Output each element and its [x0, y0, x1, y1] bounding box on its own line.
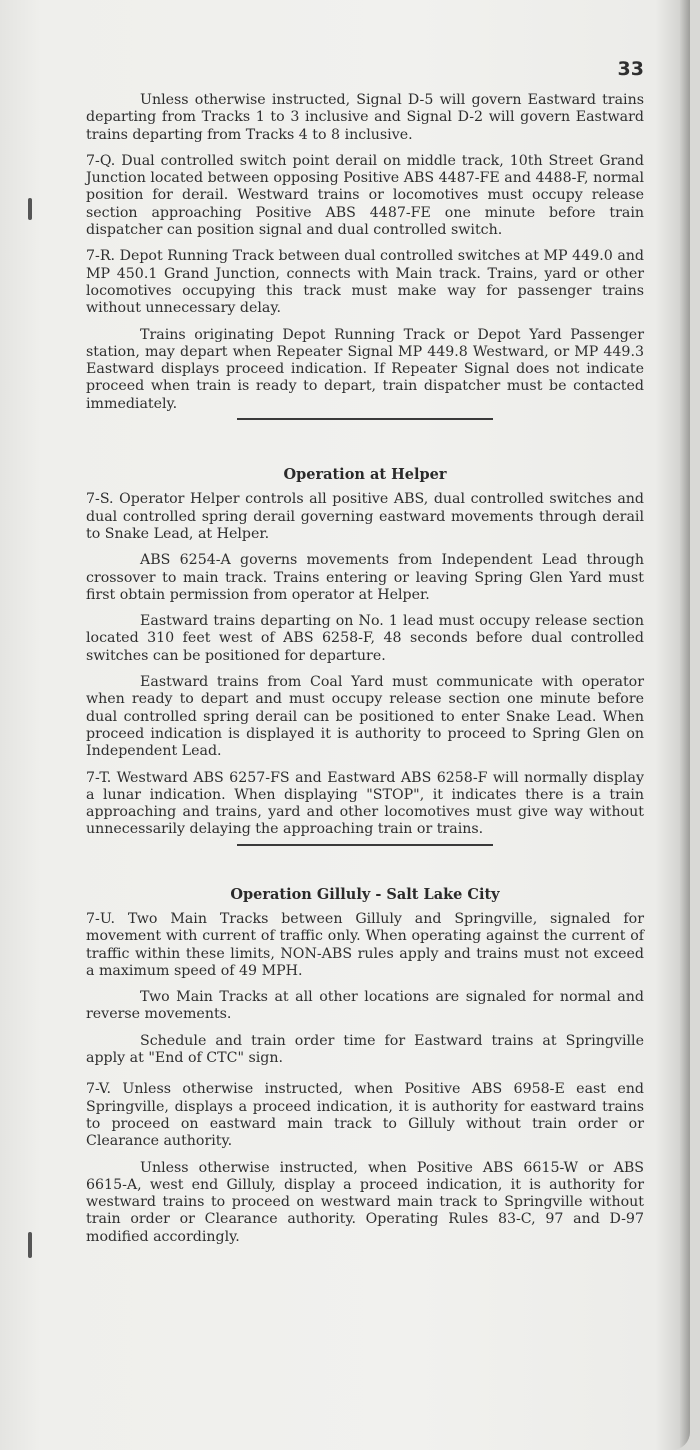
- gilluly-paragraph-2: Schedule and train order time for Eastward trains at Springville apply at "End of CTC" sign.: [86, 1032, 644, 1067]
- page-number: 33: [617, 58, 644, 80]
- rule-7s: 7-S. Operator Helper controls all positive ABS, dual controlled switches and dual controlled spring derail governing eastward movements through derail to Snake Lead, at Helper.: [86, 491, 644, 542]
- section-heading-gilluly: Operation Gilluly - Salt Lake City: [230, 885, 500, 903]
- rule-7v: 7-V. Unless otherwise instructed, when Positive ABS 6958-E east end Springville, displays a proceed indication, it is authority for eastward trains to proceed on eastward main track to Gilluly without train order or Clearance authority.: [86, 1081, 644, 1150]
- page-content: [86, 92, 644, 1255]
- gilluly-paragraph-3: Unless otherwise instructed, when Positive ABS 6615-W or ABS 6615-A, west end Gilluly, display a proceed indication, it is authority for westward trains to proceed on westward main track to Springville without train order or Clearance authority. Operating Rules 83-C, 97 and D-97 modified accordingly.: [86, 1159, 644, 1245]
- helper-paragraph-1: ABS 6254-A governs movements from Independent Lead through crossover to main track. Trains entering or leaving Spring Glen Yard must first obtain permission from operator at Helper.: [86, 552, 644, 603]
- rule-7r: 7-R. Depot Running Track between dual controlled switches at MP 449.0 and MP 450.1 Grand Junction, connects with Main track. Trains, yard or other locomotives occupying this track must make way for passenger trains without unnecessary delay.: [86, 248, 644, 317]
- rule-7q: 7-Q. Dual controlled switch point derail on middle track, 10th Street Grand Junction located between opposing Positive ABS 4487-FE and 4488-F, normal position for derail. Westward trains or locomotives must occupy release section approaching Positive ABS 4487-FE one minute before train dispatcher can position signal and dual controlled switch.: [86, 152, 644, 239]
- rule-7r-continuation: Trains originating Depot Running Track or Depot Yard Passenger station, may depart when Repeater Signal MP 449.8 Westward, or MP 449.3 Eastward displays proceed indication. If Repeater Signal does not indicate proceed when train is ready to depart, train dispatcher must be contacted immediately.: [86, 326, 644, 412]
- binding-mark: [28, 1232, 32, 1258]
- rule-7u: 7-U. Two Main Tracks between Gilluly and Springville, signaled for movement with current of traffic only. When operating against the current of traffic within these limits, NON-ABS rules apply and trains must not exceed a maximum speed of 49 MPH.: [86, 910, 644, 979]
- rule-7t: 7-T. Westward ABS 6257-FS and Eastward ABS 6258-F will normally display a lunar indication. When displaying "STOP", it indicates there is a train approaching and trains, yard and other locomotives must give way without unnecessarily delaying the approaching train or trains.: [86, 769, 644, 838]
- section-heading-helper: Operation at Helper: [283, 466, 447, 484]
- gilluly-paragraph-1: Two Main Tracks at all other locations are signaled for normal and reverse movements.: [86, 989, 644, 1023]
- page-edge: [680, 0, 690, 1450]
- intro-paragraph: Unless otherwise instructed, Signal D-5 will govern Eastward trains departing from Tracks 1 to 3 inclusive and Signal D-2 will govern Eastward trains departing from Tracks 4 to 8 inclusive.: [86, 92, 644, 143]
- helper-paragraph-2: Eastward trains departing on No. 1 lead must occupy release section located 310 feet west of ABS 6258-F, 48 seconds before dual controlled switches can be positioned for departure.: [86, 613, 644, 664]
- helper-paragraph-3: Eastward trains from Coal Yard must communicate with operator when ready to depart and must occupy release section one minute before dual controlled spring derail can be positioned to enter Snake Lead. When proceed indication is displayed it is authority to proceed to Spring Glen on Independent Lead.: [86, 674, 644, 760]
- binding-mark: [28, 198, 32, 220]
